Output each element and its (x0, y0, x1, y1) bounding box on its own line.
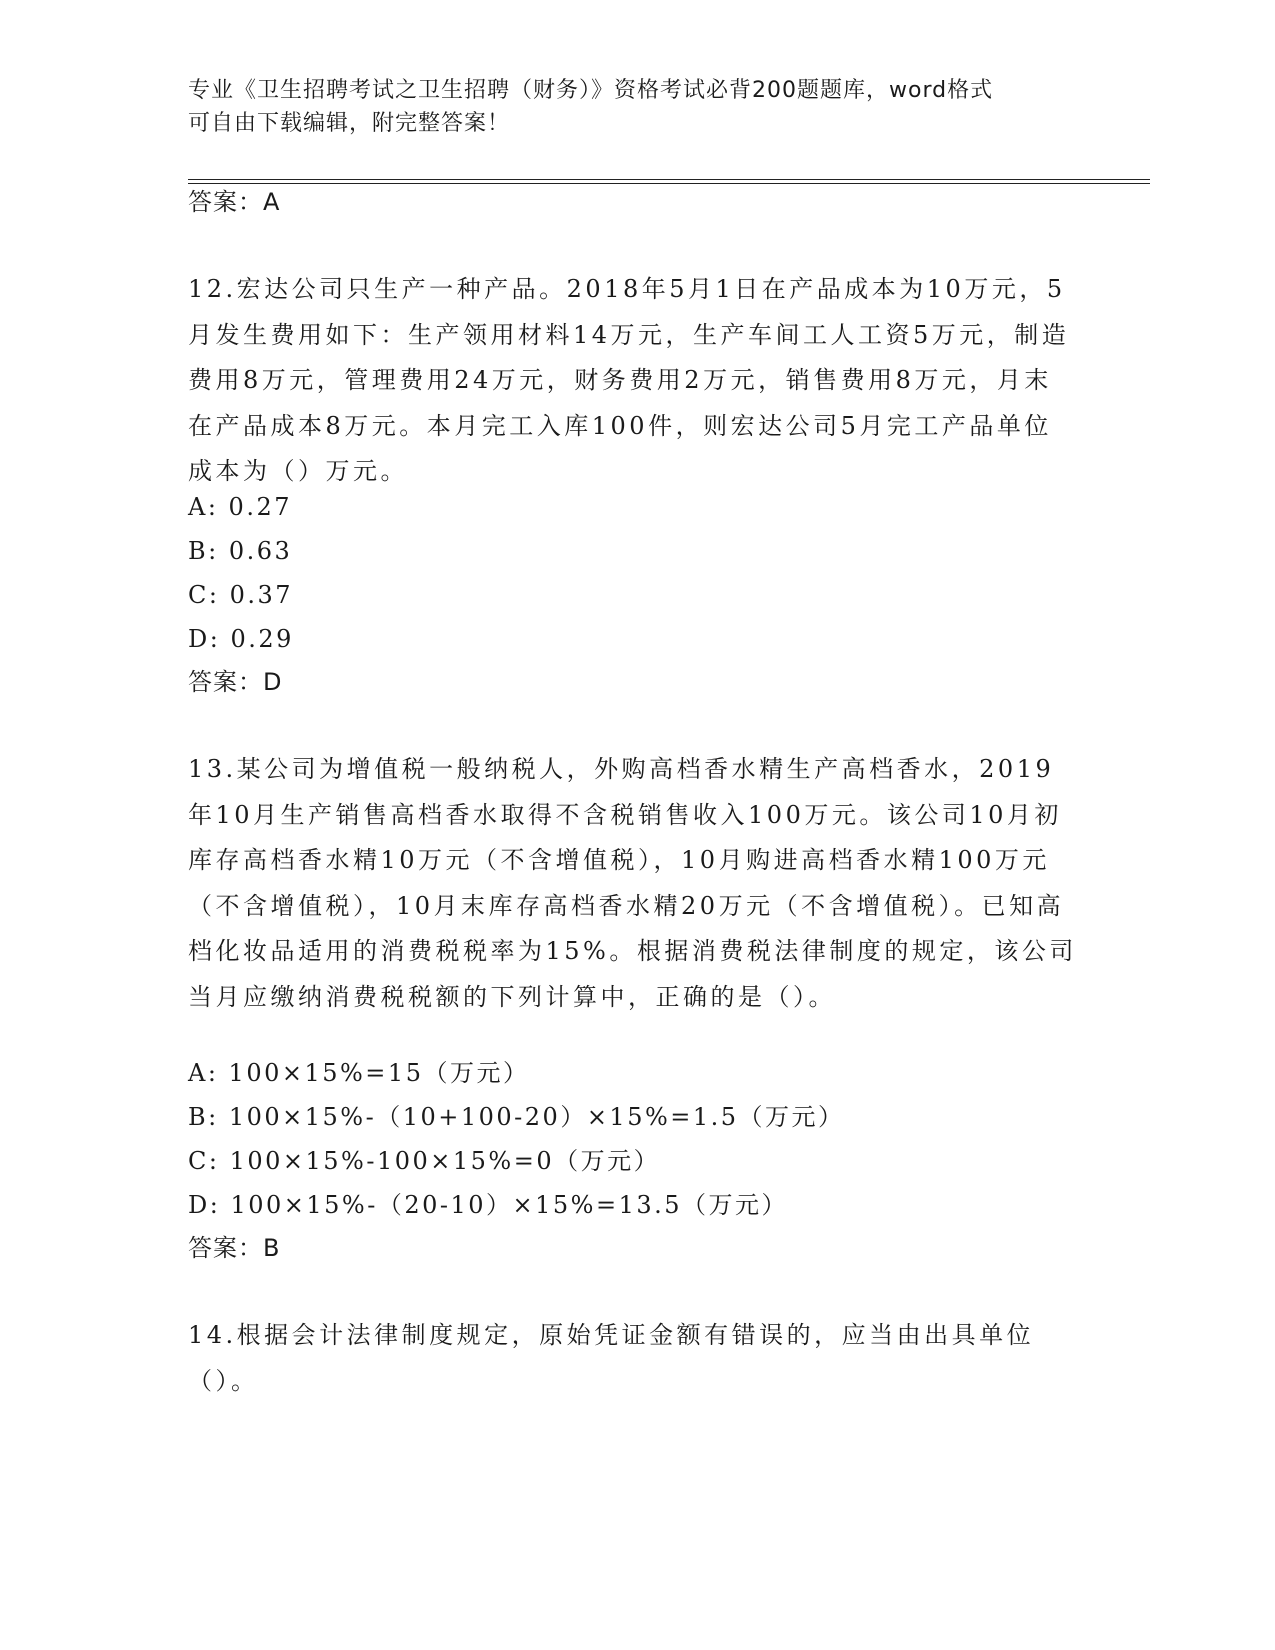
header-line-2: 可自由下载编辑，附完整答案！ (188, 111, 511, 136)
q13-option-d: D: 100×15%-（20-10）×15%=13.5（万元） (188, 1191, 789, 1219)
q13-option-a: A: 100×15%=15（万元） (188, 1059, 530, 1087)
q13-option-c: C: 100×15%-100×15%=0（万元） (188, 1147, 661, 1175)
q12-option-a: A: 0.27 (188, 493, 292, 521)
q13-answer: 答案：B (188, 1234, 281, 1262)
header-divider-bottom (188, 183, 1150, 184)
question-12-text: 12.宏达公司只生产一种产品。2018年5月1日在产品成本为10万元，5月发生费用如下：生产领用材料14万元，生产车间工人工资5万元，制造费用8万元，管理费用24万元，财务费用2万元，销售费用8万元，月末在产品成本8万元。本月完工入库100件，则宏达公司5月完工产品单位成本为（）万元。 (188, 275, 1070, 485)
q12-option-b: B: 0.63 (188, 537, 293, 565)
header-line-1: 专业《卫生招聘考试之卫生招聘（财务）》资格考试必背200题题库，word格式 (188, 78, 994, 103)
q12-option-d: D: 0.29 (188, 625, 294, 653)
previous-answer: 答案：A (188, 188, 281, 216)
question-13-text: 13.某公司为增值税一般纳税人，外购高档香水精生产高档香水，2019年10月生产销售高档香水取得不含税销售收入100万元。该公司10月初库存高档香水精10万元（不含增值税），10月购进高档香水精100万元（不含增值税），10月末库存高档香水精20万元（不含增值税）。已知高档化妆品适用的消费税税率为15%。根据消费税法律制度的规定，该公司当月应缴纳消费税税额的下列计算中，正确的是（）。 (188, 755, 1077, 1011)
header-divider-top (188, 179, 1150, 180)
q12-option-c: C: 0.37 (188, 581, 294, 609)
document-header (188, 74, 1088, 140)
question-14-text: 14.根据会计法律制度规定，原始凭证金额有错误的，应当由出具单位（）。 (188, 1321, 1035, 1395)
q12-answer: 答案：D (188, 668, 283, 696)
q13-option-b: B: 100×15%-（10+100-20）×15%=1.5（万元） (188, 1103, 845, 1131)
